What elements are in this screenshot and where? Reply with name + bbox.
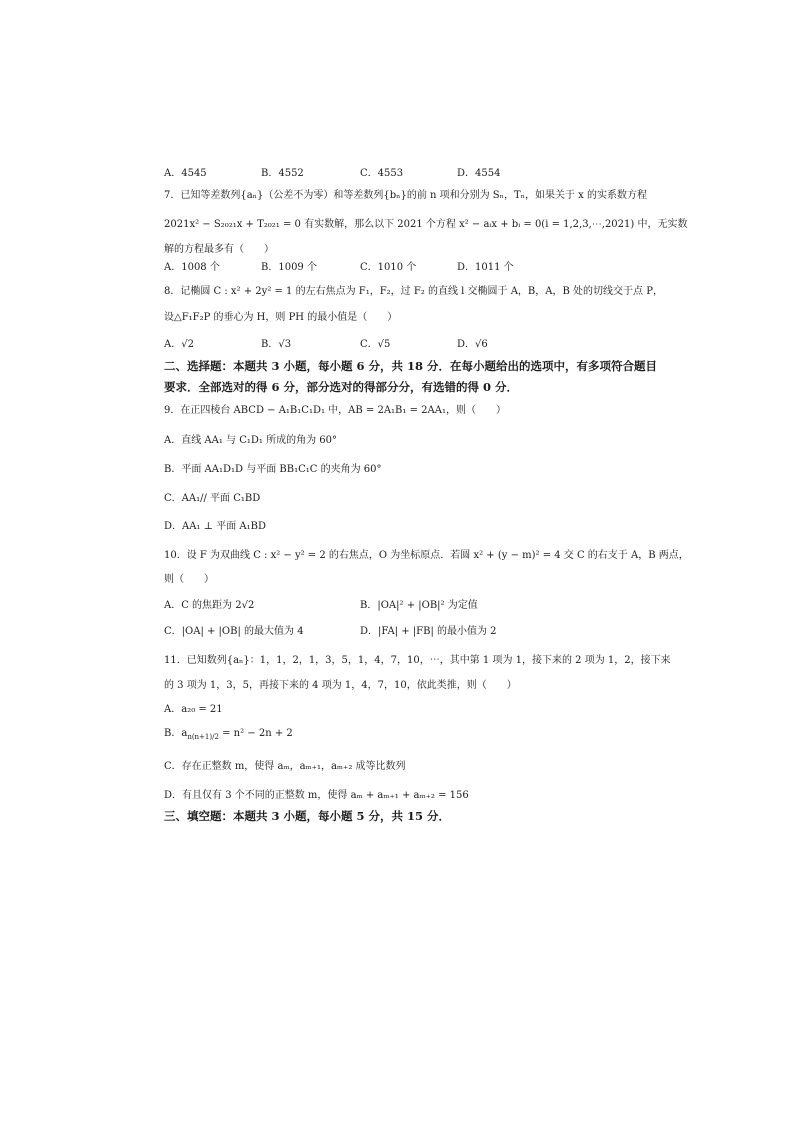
q7-option-d: D．1011 个: [457, 262, 514, 273]
q7-stem-line2: 2021x² − S₂₀₂₁x + T₂₀₂₁ = 0 有实数解，那么以下 2021 个方程 x² − aᵢx + bᵢ = 0(i = 1,2,3,⋯,2021) 中，无实数: [164, 219, 688, 230]
q10-stem-line1: 10．设 F 为双曲线 C : x² − y² = 2 的右焦点，O 为坐标原点．若圆 x² + (y − m)² = 4 交 C 的右支于 A，B 两点，: [164, 550, 689, 561]
q8-option-c: C．√5: [360, 339, 391, 350]
q9-option-c: C．AA₁// 平面 C₁BD: [164, 493, 261, 504]
q9-stem: 9．在正四棱台 ABCD − A₁B₁C₁D₁ 中，AB = 2A₁B₁ = 2AA₁，则（ ）: [164, 405, 506, 416]
q11-option-a: A．a₂₀ = 21: [164, 704, 223, 715]
q11-option-b-expression: = n² − 2n + 2: [218, 728, 293, 739]
q7-stem-line3: 解的方程最多有（ ）: [164, 244, 274, 255]
q9-option-b: B．平面 AA₁D₁D 与平面 BB₁C₁C 的夹角为 60°: [164, 464, 382, 475]
section3-heading: 三、填空题：本题共 3 小题，每小题 5 分，共 15 分．: [164, 809, 451, 823]
q11-stem-line2: 的 3 项为 1，3，5，再接下来的 4 项为 1，4，7，10，依此类推，则（ ）: [164, 680, 517, 691]
q10-option-c: C．|OA| + |OB| 的最大值为 4: [164, 626, 304, 637]
q10-option-a: A．C 的焦距为 2√2: [164, 600, 255, 611]
q9-option-d: D．AA₁ ⊥ 平面 A₁BD: [164, 521, 267, 532]
q6-option-c: C．4553: [360, 168, 404, 179]
q11-option-b-prefix: B．a: [164, 728, 188, 739]
q11-option-c: C．存在正整数 m，使得 aₘ，aₘ₊₁，aₘ₊₂ 成等比数列: [164, 761, 406, 772]
q7-option-b: B．1009 个: [261, 262, 317, 273]
q10-option-b: B．|OA|² + |OB|² 为定值: [360, 600, 478, 611]
q10-stem-line2: 则（ ）: [164, 574, 214, 585]
q8-option-b: B．√3: [261, 339, 292, 350]
q8-stem-line2: 设△F₁F₂P 的垂心为 H，则 PH 的最小值是（ ）: [164, 312, 398, 323]
q11-option-d: D．有且仅有 3 个不同的正整数 m，使得 aₘ + aₘ₊₁ + aₘ₊₂ = 156: [164, 790, 469, 801]
q11-option-b: [164, 724, 293, 741]
q7-option-c: C．1010 个: [360, 262, 417, 273]
q9-option-a: A．直线 AA₁ 与 C₁D₁ 所成的角为 60°: [164, 435, 337, 446]
q7-option-a: A．1008 个: [164, 262, 220, 273]
q8-option-d: D．√6: [457, 339, 488, 350]
q6-option-d: D．4554: [457, 168, 501, 179]
q7-stem-line1: 7．已知等差数列{aₙ}（公差不为零）和等差数列{bₙ}的前 n 项和分别为 Sₙ，Tₙ，如果关于 x 的实系数方程: [164, 190, 647, 201]
q10-option-d: D．|FA| + |FB| 的最小值为 2: [360, 626, 497, 637]
section2-heading-line2: 要求．全部选对的得 6 分，部分选对的得部分分，有选错的得 0 分．: [164, 380, 519, 394]
section2-heading-line1: 二、选择题：本题共 3 小题，每小题 6 分，共 18 分．在每小题给出的选项中，有多项符合题目: [164, 359, 658, 373]
q11-option-b-subscript: n(n+1)/2: [187, 733, 219, 741]
q8-option-a: A．√2: [164, 339, 194, 350]
q11-stem-line1: 11．已知数列{aₙ}：1，1，2，1，3，5，1，4，7，10，⋯，其中第 1 项为 1，接下来的 2 项为 1，2，接下来: [164, 655, 671, 666]
q6-option-b: B．4552: [261, 168, 304, 179]
q6-option-a: A．4545: [164, 168, 207, 179]
q8-stem-line1: 8．记椭圆 C : x² + 2y² = 1 的左右焦点为 F₁，F₂，过 F₂ 的直线 l 交椭圆于 A，B，A，B 处的切线交于点 P，: [164, 286, 663, 297]
